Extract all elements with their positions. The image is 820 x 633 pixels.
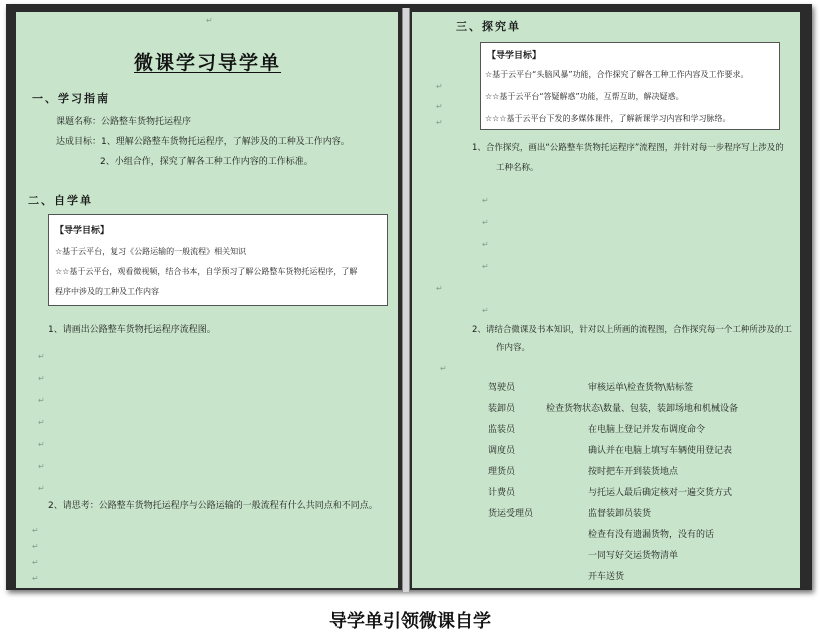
role-duty: 检查货物状态\数量、包装，装卸场地和机械设备 — [546, 404, 739, 414]
paragraph-mark: ↵ — [206, 16, 213, 25]
question-2: 2、请思考：公路整车货物托运程序与公路运输的一般流程有什么共同点和不同点。 — [48, 501, 378, 511]
paragraph-mark: ↵ — [38, 418, 45, 427]
role-name: 装卸员 — [488, 404, 516, 414]
paragraph-mark: ↵ — [482, 196, 489, 205]
section-2-heading: 二、自学单 — [28, 194, 93, 207]
page-divider — [402, 8, 410, 592]
paragraph-mark: ↵ — [38, 374, 45, 383]
paragraph-mark: ↵ — [38, 396, 45, 405]
paragraph-mark: ↵ — [482, 240, 489, 249]
document-frame — [6, 4, 812, 590]
guide-goals-box — [48, 214, 388, 306]
question-2: 2、请结合微课及书本知识，针对以上所画的流程图，合作探究每一个工种所涉及的工 — [472, 325, 792, 335]
paragraph-mark: ↵ — [32, 558, 39, 567]
paragraph-mark: ↵ — [436, 284, 443, 293]
duty-extra: 一同写好交运货物清单 — [588, 551, 679, 561]
duty-extra: 检查有没有遗漏货物，没有的话 — [588, 530, 715, 540]
paragraph-mark: ↵ — [482, 218, 489, 227]
question-1: 1、请画出公路整车货物托运程序流程图。 — [48, 325, 216, 335]
duty-extra: 开车送货 — [588, 572, 625, 582]
role-duty: 监督装卸员装货 — [588, 509, 652, 519]
paragraph-mark: ↵ — [436, 82, 443, 91]
guide-goals-box — [480, 42, 780, 130]
paragraph-mark: ↵ — [38, 484, 45, 493]
role-duty: 审核运单\检查货物\贴标签 — [588, 383, 694, 393]
role-duty: 与托运人最后确定核对一遍交货方式 — [588, 488, 733, 498]
role-name: 计费员 — [488, 488, 516, 498]
role-duty: 确认并在电脑上填写车辆使用登记表 — [588, 446, 733, 456]
role-name: 调度员 — [488, 446, 516, 456]
box-title: 【导学目标】 — [487, 51, 542, 61]
paragraph-mark: ↵ — [440, 364, 447, 373]
box-title: 【导学目标】 — [55, 226, 110, 236]
paragraph-mark: ↵ — [436, 118, 443, 127]
box-line: ☆基于云平台“头脑风暴”功能，合作探究了解各工种工作内容及工作要求。 — [485, 70, 749, 79]
role-name: 监装员 — [488, 425, 516, 435]
paragraph-mark: ↵ — [38, 462, 45, 471]
paragraph-mark: ↵ — [38, 352, 45, 361]
question-1: 1、合作探究，画出“公路整车货物托运程序”流程图，并针对每一步程序写上涉及的 — [472, 143, 784, 153]
role-name: 驾驶员 — [488, 383, 516, 393]
goal-1: 达成目标：1、理解公路整车货物托运程序，了解涉及的工种及工作内容。 — [56, 137, 350, 147]
goal-2: 2、小组合作，探究了解各工种工作内容的工作标准。 — [100, 157, 313, 167]
figure-caption: 导学单引领微课自学 — [329, 611, 491, 632]
box-line: 程序中涉及的工种及工作内容 — [55, 287, 159, 296]
section-1-heading: 一、学习指南 — [32, 92, 110, 105]
paragraph-mark: ↵ — [32, 574, 39, 583]
paragraph-mark: ↵ — [38, 440, 45, 449]
paragraph-mark: ↵ — [436, 102, 443, 111]
box-line: ☆☆基于云平台，观看微视频，结合书本，自学预习了解公路整车货物托运程序，了解 — [55, 267, 358, 276]
role-duty: 按时把车开到装货地点 — [588, 467, 679, 477]
left-page — [16, 12, 398, 588]
box-line: ☆☆☆基于云平台下发的多媒体课件，了解新课学习内容和学习脉络。 — [485, 114, 731, 123]
course-name: 课题名称：公路整车货物托运程序 — [56, 117, 192, 127]
paragraph-mark: ↵ — [32, 526, 39, 535]
paragraph-mark: ↵ — [32, 542, 39, 551]
paragraph-mark: ↵ — [482, 262, 489, 271]
role-name: 货运受理员 — [488, 509, 534, 519]
role-duty: 在电脑上登记并发布调度命令 — [588, 425, 706, 435]
box-line: ☆☆基于云平台“答疑解惑”功能，互帮互助，解决疑惑。 — [485, 92, 684, 101]
question-2-cont: 作内容。 — [496, 343, 531, 353]
box-line: ☆基于云平台，复习《公路运输的一般流程》相关知识 — [55, 247, 247, 256]
section-3-heading: 三、探究单 — [456, 20, 521, 33]
right-page — [412, 12, 800, 588]
role-name: 理货员 — [488, 467, 516, 477]
question-1-cont: 工种名称。 — [496, 163, 539, 173]
paragraph-mark: ↵ — [482, 306, 489, 315]
page-title: 微课学习导学单 — [134, 52, 282, 74]
